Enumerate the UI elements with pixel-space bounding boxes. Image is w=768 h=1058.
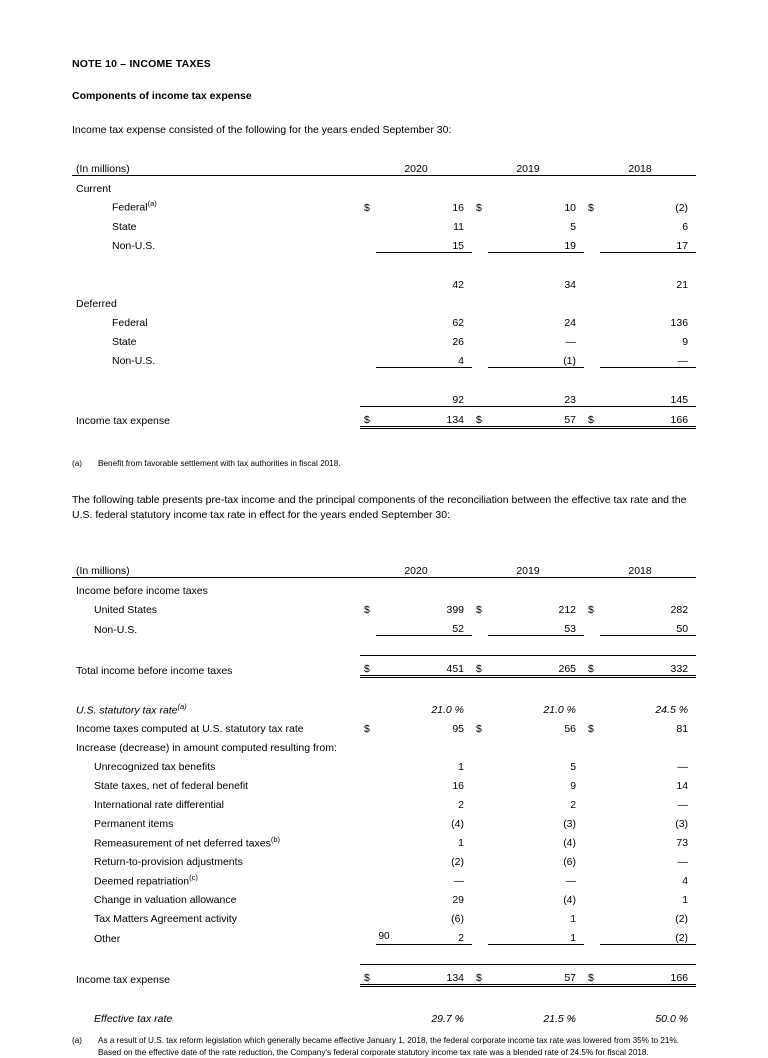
- currency-symbol: [360, 175, 376, 195]
- table-row: [72, 811, 696, 830]
- row-label: Income tax expense: [76, 415, 170, 427]
- currency-symbol: [472, 849, 488, 868]
- table-row: [72, 214, 696, 233]
- currency-symbol: $: [360, 656, 376, 677]
- currency-symbol: [584, 773, 600, 792]
- row-value: 29.7 %: [431, 1013, 465, 1025]
- row-value: 1: [458, 761, 465, 773]
- currency-symbol: [472, 735, 488, 754]
- mid-paragraph: The following table presents pre-tax income and the principal components of the reconciliation between the effective tax rate and the U.S. federal statutory income tax rate in effect for the years ended September 30:: [72, 494, 687, 521]
- currency-symbol: [472, 906, 488, 925]
- row-value: 145: [670, 393, 689, 406]
- row-label: Effective tax rate: [94, 1013, 173, 1025]
- row-value: 52: [376, 616, 472, 636]
- row-label: State: [112, 220, 137, 233]
- currency-symbol: [360, 792, 376, 811]
- units-label: (In millions): [76, 565, 130, 577]
- row-value: (3): [563, 818, 577, 830]
- currency-symbol: [584, 697, 600, 716]
- row-value: 92: [452, 393, 465, 406]
- effective-tax-rate-table: [72, 558, 696, 1025]
- table-row: [72, 195, 696, 214]
- row-value: 136: [670, 316, 689, 329]
- row-spacer: [72, 252, 696, 272]
- currency-symbol: [584, 578, 600, 598]
- row-value: —: [600, 348, 696, 368]
- table-row: [72, 735, 696, 754]
- table1-footnote-text: Benefit from favorable settlement with tax authorities in fiscal 2018.: [98, 458, 341, 468]
- currency-symbol: [584, 830, 600, 849]
- currency-symbol: [584, 849, 600, 868]
- table-row: [72, 387, 696, 407]
- row-spacer: [72, 427, 696, 448]
- row-value: —: [677, 761, 689, 773]
- currency-symbol: [360, 616, 376, 636]
- row-value: 16: [452, 780, 465, 792]
- currency-symbol: [584, 754, 600, 773]
- currency-symbol: [472, 1006, 488, 1025]
- table2-footnote-text: As a result of U.S. tax reform legislation which generally became effective January 1, 2018, the federal corporate income tax rate was lowered from 35% to 21%. Based on the effective date of the rate reduction, the Company's federal corporate statutory income tax rate was a blended rate of 24.5% for fiscal 2018.: [98, 1036, 680, 1057]
- row-value: [376, 735, 472, 754]
- currency-symbol: [472, 214, 488, 233]
- row-spacer: [72, 986, 696, 1007]
- currency-symbol: [360, 735, 376, 754]
- row-label: Unrecognized tax benefits: [94, 761, 216, 773]
- currency-symbol: [360, 868, 376, 887]
- table-row: [72, 329, 696, 348]
- currency-symbol: [472, 811, 488, 830]
- row-value: 19: [488, 233, 584, 253]
- table-row: [72, 597, 696, 616]
- page-number: 90: [378, 931, 390, 942]
- currency-symbol: [360, 291, 376, 310]
- row-value: (4): [563, 837, 577, 849]
- currency-symbol: $: [584, 406, 600, 427]
- table-row: [72, 716, 696, 735]
- row-label: Increase (decrease) in amount computed resulting from:: [76, 742, 337, 754]
- row-value: 17: [600, 233, 696, 253]
- currency-symbol: [360, 773, 376, 792]
- currency-symbol: [584, 175, 600, 195]
- currency-symbol: [360, 830, 376, 849]
- row-label: Federal: [112, 316, 148, 329]
- row-label: Deferred: [76, 297, 117, 310]
- row-value: [600, 735, 696, 754]
- row-value: 166: [600, 965, 696, 986]
- column-header: 2020: [404, 565, 428, 577]
- table-row: [72, 406, 696, 427]
- row-label: Income before income taxes: [76, 585, 208, 597]
- table-row: [72, 773, 696, 792]
- row-value: 166: [600, 406, 696, 427]
- row-label: Current: [76, 182, 112, 195]
- currency-symbol: $: [584, 965, 600, 986]
- row-value: 16: [452, 201, 465, 214]
- table-row: [72, 175, 696, 195]
- intro-paragraph: Income tax expense consisted of the following for the years ended September 30:: [72, 124, 452, 136]
- row-value: —: [677, 856, 689, 868]
- row-value: 282: [670, 604, 689, 616]
- currency-symbol: [360, 849, 376, 868]
- row-value: 57: [488, 406, 584, 427]
- column-header: 2019: [516, 162, 540, 175]
- row-value: 134: [376, 406, 472, 427]
- row-value: 50.0 %: [655, 1013, 689, 1025]
- row-value: (2): [451, 856, 465, 868]
- currency-symbol: $: [364, 723, 370, 735]
- row-value: [376, 291, 472, 310]
- currency-symbol: [584, 811, 600, 830]
- table-header-row: [72, 558, 696, 577]
- column-header: 2018: [628, 565, 652, 577]
- currency-symbol: [472, 310, 488, 329]
- row-value: 26: [452, 335, 465, 348]
- row-value: 57: [488, 965, 584, 986]
- currency-symbol: [472, 348, 488, 368]
- currency-symbol: [472, 868, 488, 887]
- currency-symbol: [472, 792, 488, 811]
- row-value: 1: [682, 894, 689, 906]
- row-value: (6): [451, 913, 465, 925]
- row-label: Income tax expense: [76, 973, 170, 986]
- table-row: [72, 868, 696, 887]
- currency-symbol: [584, 387, 600, 407]
- row-value: 11: [453, 220, 465, 233]
- table-row: [72, 656, 696, 677]
- table-row: [72, 348, 696, 368]
- currency-symbol: [584, 233, 600, 253]
- column-header: 2019: [516, 565, 540, 577]
- row-value: (1): [488, 348, 584, 368]
- currency-symbol: [360, 754, 376, 773]
- row-label: Federal$^{(a)}$: [112, 199, 157, 214]
- currency-symbol: [472, 887, 488, 906]
- currency-symbol: [472, 616, 488, 636]
- row-label: Non-U.S.: [112, 240, 156, 252]
- currency-symbol: [360, 272, 376, 291]
- table2-footnote: [72, 1035, 696, 1058]
- row-value: 451: [376, 656, 472, 677]
- table-header-row: [72, 156, 696, 175]
- section-title: Components of income tax expense: [72, 90, 252, 102]
- row-label: Remeasurement of net deferred taxes$^{(b)}$: [94, 834, 281, 849]
- currency-symbol: $: [364, 604, 370, 616]
- table-row: [72, 887, 696, 906]
- row-value: 1: [570, 913, 577, 925]
- row-label: Return-to-provision adjustments: [94, 856, 243, 868]
- table-row: [72, 965, 696, 986]
- currency-symbol: [360, 387, 376, 407]
- row-value: 265: [488, 656, 584, 677]
- row-spacer: [72, 945, 696, 965]
- row-label: International rate differential: [94, 799, 224, 811]
- row-value: 50: [600, 616, 696, 636]
- row-value: 5: [570, 761, 577, 773]
- currency-symbol: [584, 272, 600, 291]
- currency-symbol: [472, 387, 488, 407]
- row-value: [376, 175, 472, 195]
- row-value: (4): [451, 818, 465, 830]
- row-value: [488, 175, 584, 195]
- table-row: [72, 792, 696, 811]
- table1-footnote-mark: (a): [72, 458, 83, 468]
- row-value: 29: [452, 894, 465, 906]
- row-spacer: [72, 636, 696, 656]
- income-tax-expense-table: [72, 156, 696, 448]
- currency-symbol: $: [584, 656, 600, 677]
- row-value: 62: [452, 316, 465, 329]
- currency-symbol: [472, 329, 488, 348]
- table-row: [72, 272, 696, 291]
- currency-symbol: [584, 214, 600, 233]
- currency-symbol: $: [588, 604, 594, 616]
- row-value: 73: [676, 837, 689, 849]
- currency-symbol: [360, 887, 376, 906]
- row-label: Deemed repatriation$^{(c)}$: [94, 872, 198, 887]
- row-spacer: [72, 367, 696, 387]
- currency-symbol: [360, 233, 376, 253]
- currency-symbol: [472, 175, 488, 195]
- currency-symbol: $: [476, 201, 482, 214]
- currency-symbol: $: [360, 406, 376, 427]
- table-row: [72, 906, 696, 925]
- currency-symbol: [472, 291, 488, 310]
- row-label: United States: [94, 604, 158, 616]
- row-value: 2: [570, 799, 577, 811]
- row-value: —: [677, 799, 689, 811]
- table-row: [72, 830, 696, 849]
- table-row: [72, 233, 696, 253]
- currency-symbol: [584, 348, 600, 368]
- row-value: 15: [376, 233, 472, 253]
- row-value: 332: [600, 656, 696, 677]
- currency-symbol: [472, 233, 488, 253]
- row-value: 5: [570, 220, 577, 233]
- currency-symbol: [472, 272, 488, 291]
- row-value: 81: [676, 723, 689, 735]
- currency-symbol: [360, 348, 376, 368]
- currency-symbol: $: [472, 656, 488, 677]
- row-label: Change in valuation allowance: [94, 894, 237, 906]
- row-label: Total income before income taxes: [76, 664, 233, 677]
- currency-symbol: [584, 616, 600, 636]
- table-row: [72, 849, 696, 868]
- currency-symbol: [472, 697, 488, 716]
- currency-symbol: [360, 214, 376, 233]
- table-row: [72, 616, 696, 636]
- row-value: (2): [675, 201, 689, 214]
- row-value: (4): [563, 894, 577, 906]
- row-value: 24: [564, 316, 577, 329]
- row-label: Income taxes computed at U.S. statutory tax rate: [76, 723, 304, 735]
- currency-symbol: $: [364, 201, 370, 214]
- row-value: —: [453, 875, 465, 887]
- row-value: 399: [446, 604, 465, 616]
- row-label: U.S. statutory tax rate$^{(a)}$: [76, 701, 187, 716]
- row-label: State: [112, 335, 137, 348]
- row-value: [488, 578, 584, 598]
- currency-symbol: [584, 1006, 600, 1025]
- row-value: 95: [452, 723, 465, 735]
- row-label: [72, 272, 360, 291]
- row-label: State taxes, net of federal benefit: [94, 780, 249, 792]
- table1-footnote: [72, 458, 696, 470]
- row-value: [488, 735, 584, 754]
- row-value: —: [565, 335, 577, 348]
- currency-symbol: $: [472, 965, 488, 986]
- row-value: —: [565, 875, 577, 887]
- row-value: 56: [564, 723, 577, 735]
- row-value: 23: [564, 393, 577, 406]
- currency-symbol: [472, 773, 488, 792]
- currency-symbol: $: [360, 965, 376, 986]
- currency-symbol: [360, 329, 376, 348]
- currency-symbol: $: [472, 406, 488, 427]
- currency-symbol: [472, 830, 488, 849]
- table-row: [72, 754, 696, 773]
- row-label: Non-U.S.: [94, 623, 138, 636]
- row-value: 21: [676, 278, 689, 291]
- row-spacer: [72, 677, 696, 698]
- row-value: 1: [458, 837, 465, 849]
- row-value: 4: [682, 875, 689, 887]
- row-value: 21.5 %: [543, 1013, 577, 1025]
- row-value: 9: [570, 780, 577, 792]
- row-value: 34: [564, 278, 577, 291]
- currency-symbol: [584, 329, 600, 348]
- row-value: [600, 175, 696, 195]
- note-title: NOTE 10 – INCOME TAXES: [72, 58, 211, 70]
- row-value: 1: [488, 925, 584, 945]
- currency-symbol: $: [476, 723, 482, 735]
- currency-symbol: $: [588, 723, 594, 735]
- currency-symbol: [360, 1006, 376, 1025]
- row-value: 24.5 %: [655, 704, 689, 716]
- row-value: 212: [558, 604, 577, 616]
- table-row: [72, 578, 696, 598]
- row-label: Non-U.S.: [112, 355, 156, 367]
- row-value: (2): [600, 925, 696, 945]
- currency-symbol: [472, 754, 488, 773]
- table-row: [72, 310, 696, 329]
- row-label: Permanent items: [94, 818, 174, 830]
- row-label: Tax Matters Agreement activity: [94, 913, 237, 925]
- row-value: 53: [488, 616, 584, 636]
- row-value: 2: [458, 799, 465, 811]
- currency-symbol: [360, 310, 376, 329]
- currency-symbol: [472, 578, 488, 598]
- currency-symbol: [360, 906, 376, 925]
- currency-symbol: [584, 792, 600, 811]
- column-header: 2018: [628, 162, 652, 175]
- currency-symbol: [584, 291, 600, 310]
- row-value: 42: [452, 278, 465, 291]
- row-value: 21.0 %: [431, 704, 465, 716]
- row-value: 6: [682, 220, 689, 233]
- row-value: 21.0 %: [543, 704, 577, 716]
- table-row: [72, 1006, 696, 1025]
- row-value: 4: [376, 348, 472, 368]
- currency-symbol: [584, 310, 600, 329]
- units-label: (In millions): [76, 162, 130, 175]
- row-value: (3): [675, 818, 689, 830]
- row-value: [376, 578, 472, 598]
- row-value: 10: [564, 201, 577, 214]
- row-value: [600, 291, 696, 310]
- table-row: [72, 697, 696, 716]
- row-value: [488, 291, 584, 310]
- row-value: 2: [376, 925, 472, 945]
- row-value: (6): [563, 856, 577, 868]
- row-value: 14: [676, 780, 689, 792]
- table2-footnote-mark: (a): [72, 1036, 83, 1045]
- row-value: 9: [682, 335, 689, 348]
- table-row: [72, 291, 696, 310]
- currency-symbol: [584, 735, 600, 754]
- currency-symbol: [584, 868, 600, 887]
- row-value: [600, 578, 696, 598]
- row-label: Other: [94, 932, 121, 945]
- currency-symbol: $: [588, 201, 594, 214]
- row-value: (2): [675, 913, 689, 925]
- currency-symbol: $: [476, 604, 482, 616]
- currency-symbol: [584, 887, 600, 906]
- currency-symbol: [584, 906, 600, 925]
- row-label: [72, 387, 360, 407]
- column-header: 2020: [404, 162, 428, 175]
- currency-symbol: [360, 578, 376, 598]
- currency-symbol: [360, 697, 376, 716]
- row-value: 134: [376, 965, 472, 986]
- currency-symbol: [360, 811, 376, 830]
